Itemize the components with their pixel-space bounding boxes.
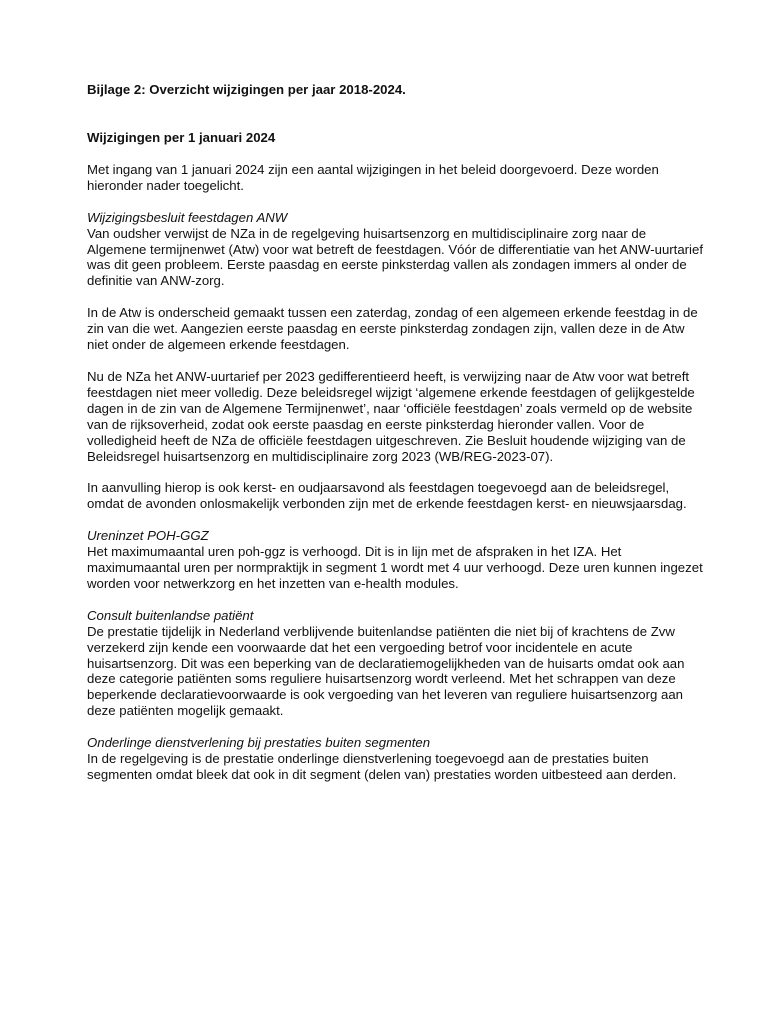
- section-date-heading: Wijzigingen per 1 januari 2024: [87, 130, 276, 145]
- document-page: [87, 82, 707, 783]
- section-heading: Ureninzet POH-GGZ: [87, 528, 209, 544]
- section-heading: Onderlinge dienstverlening bij prestaties buiten segmenten: [87, 735, 431, 751]
- paragraph: In de regelgeving is de prestatie onderlinge dienstverlening toegevoegd aan de prestaties buiten segmenten omdat bleek dat ook in dit segment (delen van) prestaties worden uitbesteed aan derden.: [87, 751, 677, 782]
- paragraph: De prestatie tijdelijk in Nederland verblijvende buitenlandse patiënten die niet bij of krachtens de Zvw verzekerd zijn kende een voorwaarde dat het een vergoeding betrof voor incidentele en acute huisartsenzorg. Dit was een beperking van de declaratiemogelijkheden van de huisarts omdat ook aan deze categorie patiënten soms reguliere huisartsenzorg wordt verleend. Met het schrappen van deze beperkende declaratievoorwaarde is ook vergoeding van het leveren van reguliere huisartsenzorg aan deze patiënten mogelijk gemaakt.: [87, 623, 685, 719]
- paragraph: In aanvulling hierop is ook kerst- en oudjaarsavond als feestdagen toegevoegd aan de beleidsregel, omdat de avonden onlosmakelijk verbonden zijn met de erkende feestdagen kerst- en nieuwsjaarsdag.: [87, 480, 687, 512]
- paragraph: Van oudsher verwijst de NZa in de regelgeving huisartsenzorg en multidisciplinaire zorg naar de Algemene termijnenwet (Atw) voor wat betreft de feestdagen. Vóór de differentiatie van het ANW-uurtarief was dit geen probleem. Eerste paasdag en eerste pinksterdag vallen als zondagen immers al onder de definitie van ANW-zorg.: [87, 225, 703, 289]
- paragraph: Het maximumaantal uren poh-ggz is verhoogd. Dit is in lijn met de afspraken in het IZA. Het maximumaantal uren per normpraktijk in segment 1 wordt met 4 uur verhoogd. Deze uren kunnen ingezet worden voor netwerkzorg en het inzetten van e-health modules.: [87, 544, 703, 591]
- paragraph: Nu de NZa het ANW-uurtarief per 2023 gedifferentieerd heeft, is verwijzing naar de Atw voor wat betreft feestdagen niet meer volledig. Deze beleidsregel wijzigt ‘algemene erkende feestdagen of gelijkgestelde dagen in de zin van de Algemene Termijnenwet’, naar ‘officiële feestdagen’ zoals vermeld op de website van de rijksoverheid, zodat ook eerste paasdag en eerste pinksterdag hieronder vallen. Voor de volledigheid heeft de NZa de officiële feestdagen uitgeschreven. Zie Besluit houdende wijziging van de Beleidsregel huisartsenzorg en multidisciplinaire zorg 2023 (WB/REG-2023-07).: [87, 368, 695, 464]
- section-heading: Consult buitenlandse patiënt: [87, 607, 254, 623]
- section-heading: Wijzigingsbesluit feestdagen ANW: [87, 209, 288, 225]
- intro-paragraph: Met ingang van 1 januari 2024 zijn een aantal wijzigingen in het beleid doorgevoerd. Deze worden hieronder nader toegelicht.: [87, 161, 659, 193]
- section-feestdagen-anw: [87, 210, 707, 513]
- section-ureninzet-poh-ggz: [87, 528, 707, 592]
- document-title: Bijlage 2: Overzicht wijzigingen per jaar 2018-2024.: [87, 82, 406, 97]
- section-consult-buitenlandse-patient: [87, 608, 707, 719]
- section-onderlinge-dienstverlening: [87, 735, 707, 783]
- paragraph: In de Atw is onderscheid gemaakt tussen een zaterdag, zondag of een algemeen erkende feestdag in de zin van die wet. Aangezien eerste paasdag en eerste pinksterdag zondagen zijn, vallen deze in de Atw niet onder de algemeen erkende feestdagen.: [87, 305, 698, 353]
